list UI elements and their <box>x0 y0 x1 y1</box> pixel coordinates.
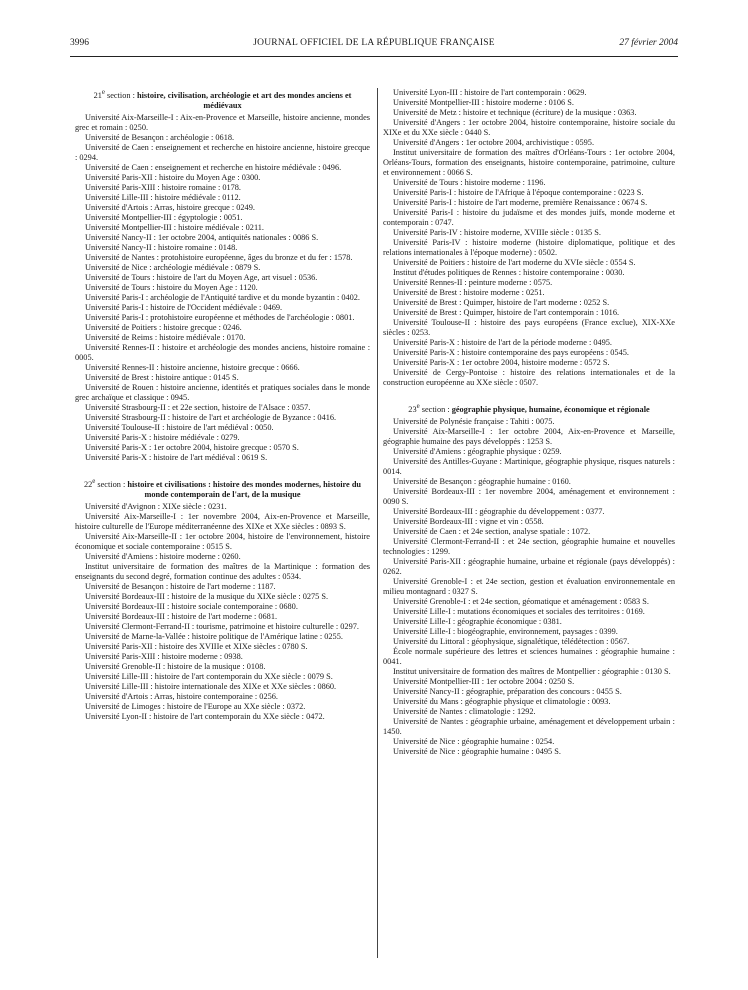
list-entry: Université Paris-I : histoire de l'Afrique à l'époque contemporaine : 0223 S. <box>393 188 644 197</box>
list-entry: Université Paris-X : 1er octobre 2004, histoire grecque : 0570 S. <box>85 442 299 452</box>
section-22-entries <box>75 502 370 722</box>
list-entry: Université Grenoble-I : et 24e section, gestion et évaluation environnementale en milieu montagnard : 0327 S. <box>383 576 675 596</box>
list-entry: Institut universitaire de formation des maîtres de la Martinique : formation des enseignants du second degré, formation continue des adultes : 0534. <box>75 561 370 581</box>
list-entry: Université Paris-XII : histoire des XVIIIe et XIXe siècles : 0780 S. <box>85 641 308 651</box>
list-entry: Université Rennes-II : peinture moderne : 0575. <box>393 278 553 287</box>
list-entry: Université Aix-Marseille-I : Aix-en-Provence et Marseille, histoire ancienne, mondes grec et romain : 0250. <box>75 112 370 132</box>
list-entry: École normale supérieure des lettres et sciences humaines : géographie humaine : 0041. <box>383 646 675 666</box>
list-entry: Université Strasbourg-II : et 22e section, histoire de l'Alsace : 0357. <box>85 402 311 412</box>
list-entry: Université de Rouen : histoire ancienne, identités et pratiques sociales dans le monde grec archaïque et classique : 0945. <box>75 382 370 402</box>
list-entry: Université Bordeaux-III : histoire sociale contemporaine : 0680. <box>85 601 298 611</box>
list-entry: Université Clermont-Ferrand-II : tourisme, patrimoine et histoire culturelle : 0297. <box>85 621 359 631</box>
list-entry: Université Nancy-II : 1er octobre 2004, antiquités nationales : 0086 S. <box>85 232 319 242</box>
list-entry: Université Montpellier-III : 1er octobre 2004 : 0250 S. <box>393 676 575 686</box>
section-22-heading <box>75 477 370 500</box>
list-entry: Université Strasbourg-II : histoire de l'art et archéologie de Byzance : 0416. <box>85 412 337 422</box>
section-title: histoire, civilisation, archéologie et art des mondes anciens et médiévaux <box>136 90 352 110</box>
list-entry: Université de Besançon : archéologie : 0618. <box>85 132 235 142</box>
list-entry: Université de Nice : archéologie médiévale : 0879 S. <box>85 262 261 272</box>
list-entry: Université de Brest : Quimper, histoire de l'art moderne : 0252 S. <box>393 298 610 307</box>
list-entry: Université de Nantes : géographie urbaine, aménagement et développement urbain : 1450. <box>383 716 675 736</box>
list-entry: Université de Reims : histoire médiévale : 0170. <box>85 332 246 342</box>
list-entry: Université d'Avignon : XIXe siècle : 0231. <box>85 501 227 511</box>
list-entry: Université de Tours : histoire de l'art du Moyen Age, art visuel : 0536. <box>85 272 318 282</box>
section-number: 23 <box>408 404 417 414</box>
section-sup: e <box>101 89 105 96</box>
section-label: section : <box>104 90 137 100</box>
list-entry: Université Paris-IV : histoire moderne, XVIIIe siècle : 0135 S. <box>393 228 601 237</box>
list-entry: Université Bordeaux-III : vigne et vin : 0558. <box>393 516 544 526</box>
list-entry: Université Paris-I : histoire de l'art moderne, première Renaissance : 0674 S. <box>393 198 648 207</box>
list-entry: Université Aix-Marseille-I : 1er octobre 2004, Aix-en-Provence et Marseille, géographie humaine des pays développés : 1253 S. <box>383 426 675 446</box>
list-entry: Institut d'études politiques de Rennes : histoire contemporaine : 0030. <box>393 268 625 277</box>
list-entry: Université Lille-III : histoire médiévale : 0112. <box>85 192 241 202</box>
list-entry: Université Lyon-II : histoire de l'art contemporain du XXe siècle : 0472. <box>85 711 325 721</box>
list-entry: Université Paris-I : histoire de l'Occident médiévale : 0469. <box>85 302 283 312</box>
list-entry: Université Bordeaux-III : 1er novembre 2004, aménagement et environnement : 0090 S. <box>383 486 675 506</box>
list-entry: Université Paris-XII : géographie humaine, urbaine et régionale (pays développés) : 0262. <box>383 556 675 576</box>
list-entry: Université Paris-XIII : histoire moderne : 0938. <box>85 651 243 661</box>
list-entry: Université de Metz : histoire et technique (écriture) de la musique : 0363. <box>393 108 637 117</box>
journal-title: JOURNAL OFFICIEL DE LA RÉPUBLIQUE FRANÇAISE <box>253 38 495 48</box>
section-label: section : <box>419 404 452 414</box>
list-entry: Université Paris-X : histoire de l'art de la période moderne : 0495. <box>393 338 612 347</box>
list-entry: Université Bordeaux-III : histoire de la musique du XIXe siècle : 0275 S. <box>85 591 329 601</box>
list-entry: Université Paris-IV : histoire moderne (histoire diplomatique, politique et des relations internationales à l'époque moderne) : 0502. <box>383 238 675 257</box>
list-entry: Université Paris-X : histoire contemporaine des pays européens : 0545. <box>393 348 629 357</box>
list-entry: Université Rennes-II : histoire ancienne, histoire grecque : 0666. <box>85 362 300 372</box>
list-entry: Université de Nantes : climatologie : 1292. <box>393 706 536 716</box>
list-entry: Université de Brest : histoire moderne : 0251. <box>393 288 545 297</box>
list-entry: Université de Besançon : géographie humaine : 0160. <box>393 476 571 486</box>
section-21-entries <box>75 113 370 463</box>
list-entry: Université Montpellier-III : histoire moderne : 0106 S. <box>393 98 574 107</box>
list-entry: Université de Poitiers : histoire de l'art moderne du XVIe siècle : 0554 S. <box>393 258 636 267</box>
list-entry: Université de Nice : géographie humaine : 0495 S. <box>393 746 561 756</box>
section-number: 22 <box>83 479 93 489</box>
list-entry: Université Toulouse-II : histoire de l'art médiéval : 0050. <box>85 422 274 432</box>
list-entry: Université d'Amiens : histoire moderne : 0260. <box>85 551 241 561</box>
list-entry: Université de Besançon : histoire de l'art moderne : 1187. <box>85 581 276 591</box>
list-entry: Université d'Angers : 1er octobre 2004, archivistique : 0595. <box>393 138 595 147</box>
list-entry: Université Grenoble-II : histoire de la musique : 0108. <box>85 661 266 671</box>
list-entry: Université Nancy-II : géographie, préparation des concours : 0455 S. <box>393 686 622 696</box>
section-sup: e <box>416 403 420 410</box>
list-entry: Université de Cergy-Pontoise : histoire des relations internationales et de la construction européenne au XXe siècle : 0507. <box>383 368 675 387</box>
list-entry: Université du Littoral : géophysique, signalétique, télédétection : 0567. <box>393 636 630 646</box>
section-label: section : <box>95 479 128 489</box>
section-title: géographie physique, humaine, économique et régionale <box>451 404 650 414</box>
section-21-heading <box>75 88 370 111</box>
list-entry: Université Montpellier-III : égyptologie : 0051. <box>85 212 243 222</box>
list-entry: Université de Tours : histoire du Moyen Age : 1120. <box>85 282 258 292</box>
list-entry: Université de Nantes : protohistoire européenne, âges du bronze et du fer : 1578. <box>85 252 353 262</box>
header-rule <box>70 56 678 57</box>
page-number: 3996 <box>70 38 89 48</box>
list-entry: Université de Caen : et 24e section, analyse spatiale : 1072. <box>393 526 591 536</box>
list-entry: Université de Brest : Quimper, histoire de l'art contemporain : 1016. <box>393 308 620 317</box>
list-entry: Institut universitaire de formation des maîtres d'Orléans-Tours : 1er octobre 2004, Orléans-Tours, formation des enseignants, histoire contemporaine, patrimoine, culture et environnement : 0066 S. <box>383 148 675 177</box>
list-entry: Université Clermont-Ferrand-II : et 24e section, géographie humaine et nouvelles technologies : 1299. <box>383 536 675 556</box>
section-23-heading <box>383 402 675 415</box>
list-entry: Université de Nice : géographie humaine : 0254. <box>393 736 555 746</box>
list-entry: Université Lille-I : géographie économique : 0381. <box>393 616 562 626</box>
list-entry: Université de Marne-la-Vallée : histoire politique de l'Amérique latine : 0255. <box>85 631 343 641</box>
section-title: histoire et civilisations : histoire des mondes modernes, histoire du monde contemporain de l'art, de la musique <box>127 479 362 499</box>
list-entry: Université de Limoges : histoire de l'Europe au XXe siècle : 0372. <box>85 701 306 711</box>
list-entry: Université Lille-III : histoire internationale des XIXe et XXe siècles : 0860. <box>85 681 337 691</box>
list-entry: Université de Caen : enseignement et recherche en histoire ancienne, histoire grecque : 0294. <box>75 142 370 162</box>
list-entry: Université Aix-Marseille-II : 1er octobre 2004, histoire de l'environnement, histoire économique et sociale contemporaine : 0515 S. <box>75 531 370 551</box>
list-entry: Université Toulouse-II : histoire des pays européens (France exclue), XIX-XXe siècles : 0253. <box>383 318 675 337</box>
list-entry: Université de Poitiers : histoire grecque : 0246. <box>85 322 242 332</box>
list-entry: Université Lille-III : histoire de l'art contemporain du XXe siècle : 0079 S. <box>85 671 333 681</box>
list-entry: Université Lyon-III : histoire de l'art contemporain : 0629. <box>393 88 587 97</box>
list-entry: Université des Antilles-Guyane : Martinique, géographie physique, risques naturels : 0014. <box>383 456 675 476</box>
list-entry: Institut universitaire de formation des maîtres de Montpellier : géographie : 0130 S. <box>393 666 671 676</box>
list-entry: Université Paris-XIII : histoire romaine : 0178. <box>85 182 241 192</box>
list-entry: Université Paris-XII : histoire du Moyen Age : 0300. <box>85 172 261 182</box>
list-entry: Université de Tours : histoire moderne : 1196. <box>393 178 546 187</box>
list-entry: Université Montpellier-III : histoire médiévale : 0211. <box>85 222 265 232</box>
list-entry: Université de Caen : enseignement et recherche en histoire médiévale : 0496. <box>85 162 342 172</box>
list-entry: Université Paris-X : histoire médiévale : 0279. <box>85 432 240 442</box>
list-entry: Université d'Angers : 1er octobre 2004, histoire contemporaine, histoire sociale du XIXe et du XXe siècle : 0440 S. <box>383 118 675 137</box>
list-entry: Université Paris-I : protohistoire européenne et méthodes de l'archéologie : 0801. <box>85 312 355 322</box>
list-entry: Université Paris-X : histoire de l'art médiéval : 0619 S. <box>85 452 268 462</box>
section-number: 21 <box>93 90 102 100</box>
list-entry: Université Grenoble-I : et 24e section, géomatique et aménagement : 0583 S. <box>393 596 649 606</box>
list-entry: Université Lille-I : mutations économiques et sociales des territoires : 0169. <box>393 606 645 616</box>
list-entry: Université de Brest : histoire antique : 0145 S. <box>85 372 239 382</box>
list-entry: Université d'Artois : Arras, histoire grecque : 0249. <box>85 202 255 212</box>
list-entry: Université Paris-I : histoire du judaïsme et des mondes juifs, monde moderne et contemporain : 0747. <box>383 208 675 227</box>
list-entry: Université Paris-I : archéologie de l'Antiquité tardive et du monde byzantin : 0402. <box>85 292 360 302</box>
list-entry: Université Bordeaux-III : géographie du développement : 0377. <box>393 506 605 516</box>
list-entry: Université Bordeaux-III : histoire de l'art moderne : 0681. <box>85 611 278 621</box>
list-entry: Université Rennes-II : histoire et archéologie des mondes anciens, histoire romaine : 0005. <box>75 342 370 362</box>
list-entry: Université d'Amiens : géographie physique : 0259. <box>393 446 562 456</box>
list-entry: Université de Polynésie française : Tahiti : 0075. <box>393 416 555 426</box>
column-divider <box>377 88 378 958</box>
section-22-continued-entries <box>383 88 675 388</box>
list-entry: Université Aix-Marseille-I : 1er novembre 2004, Aix-en-Provence et Marseille, histoire culturelle de l'Europe méditerranéenne des XIXe et XXe siècles : 0893 S. <box>75 511 370 531</box>
list-entry: Université Nancy-II : histoire romaine : 0148. <box>85 242 238 252</box>
issue-date: 27 février 2004 <box>619 38 678 48</box>
list-entry: Université d'Artois : Arras, histoire contemporaine : 0256. <box>85 691 278 701</box>
section-23-entries <box>383 417 675 757</box>
left-column <box>75 88 370 722</box>
list-entry: Université du Mans : géographie physique et climatologie : 0093. <box>393 696 611 706</box>
right-column <box>383 88 675 757</box>
page-header <box>70 38 678 52</box>
section-sup: e <box>92 477 96 485</box>
list-entry: Université Paris-X : 1er octobre 2004, histoire moderne : 0572 S. <box>393 358 610 367</box>
list-entry: Université Lille-I : biogéographie, environnement, paysages : 0399. <box>393 626 618 636</box>
